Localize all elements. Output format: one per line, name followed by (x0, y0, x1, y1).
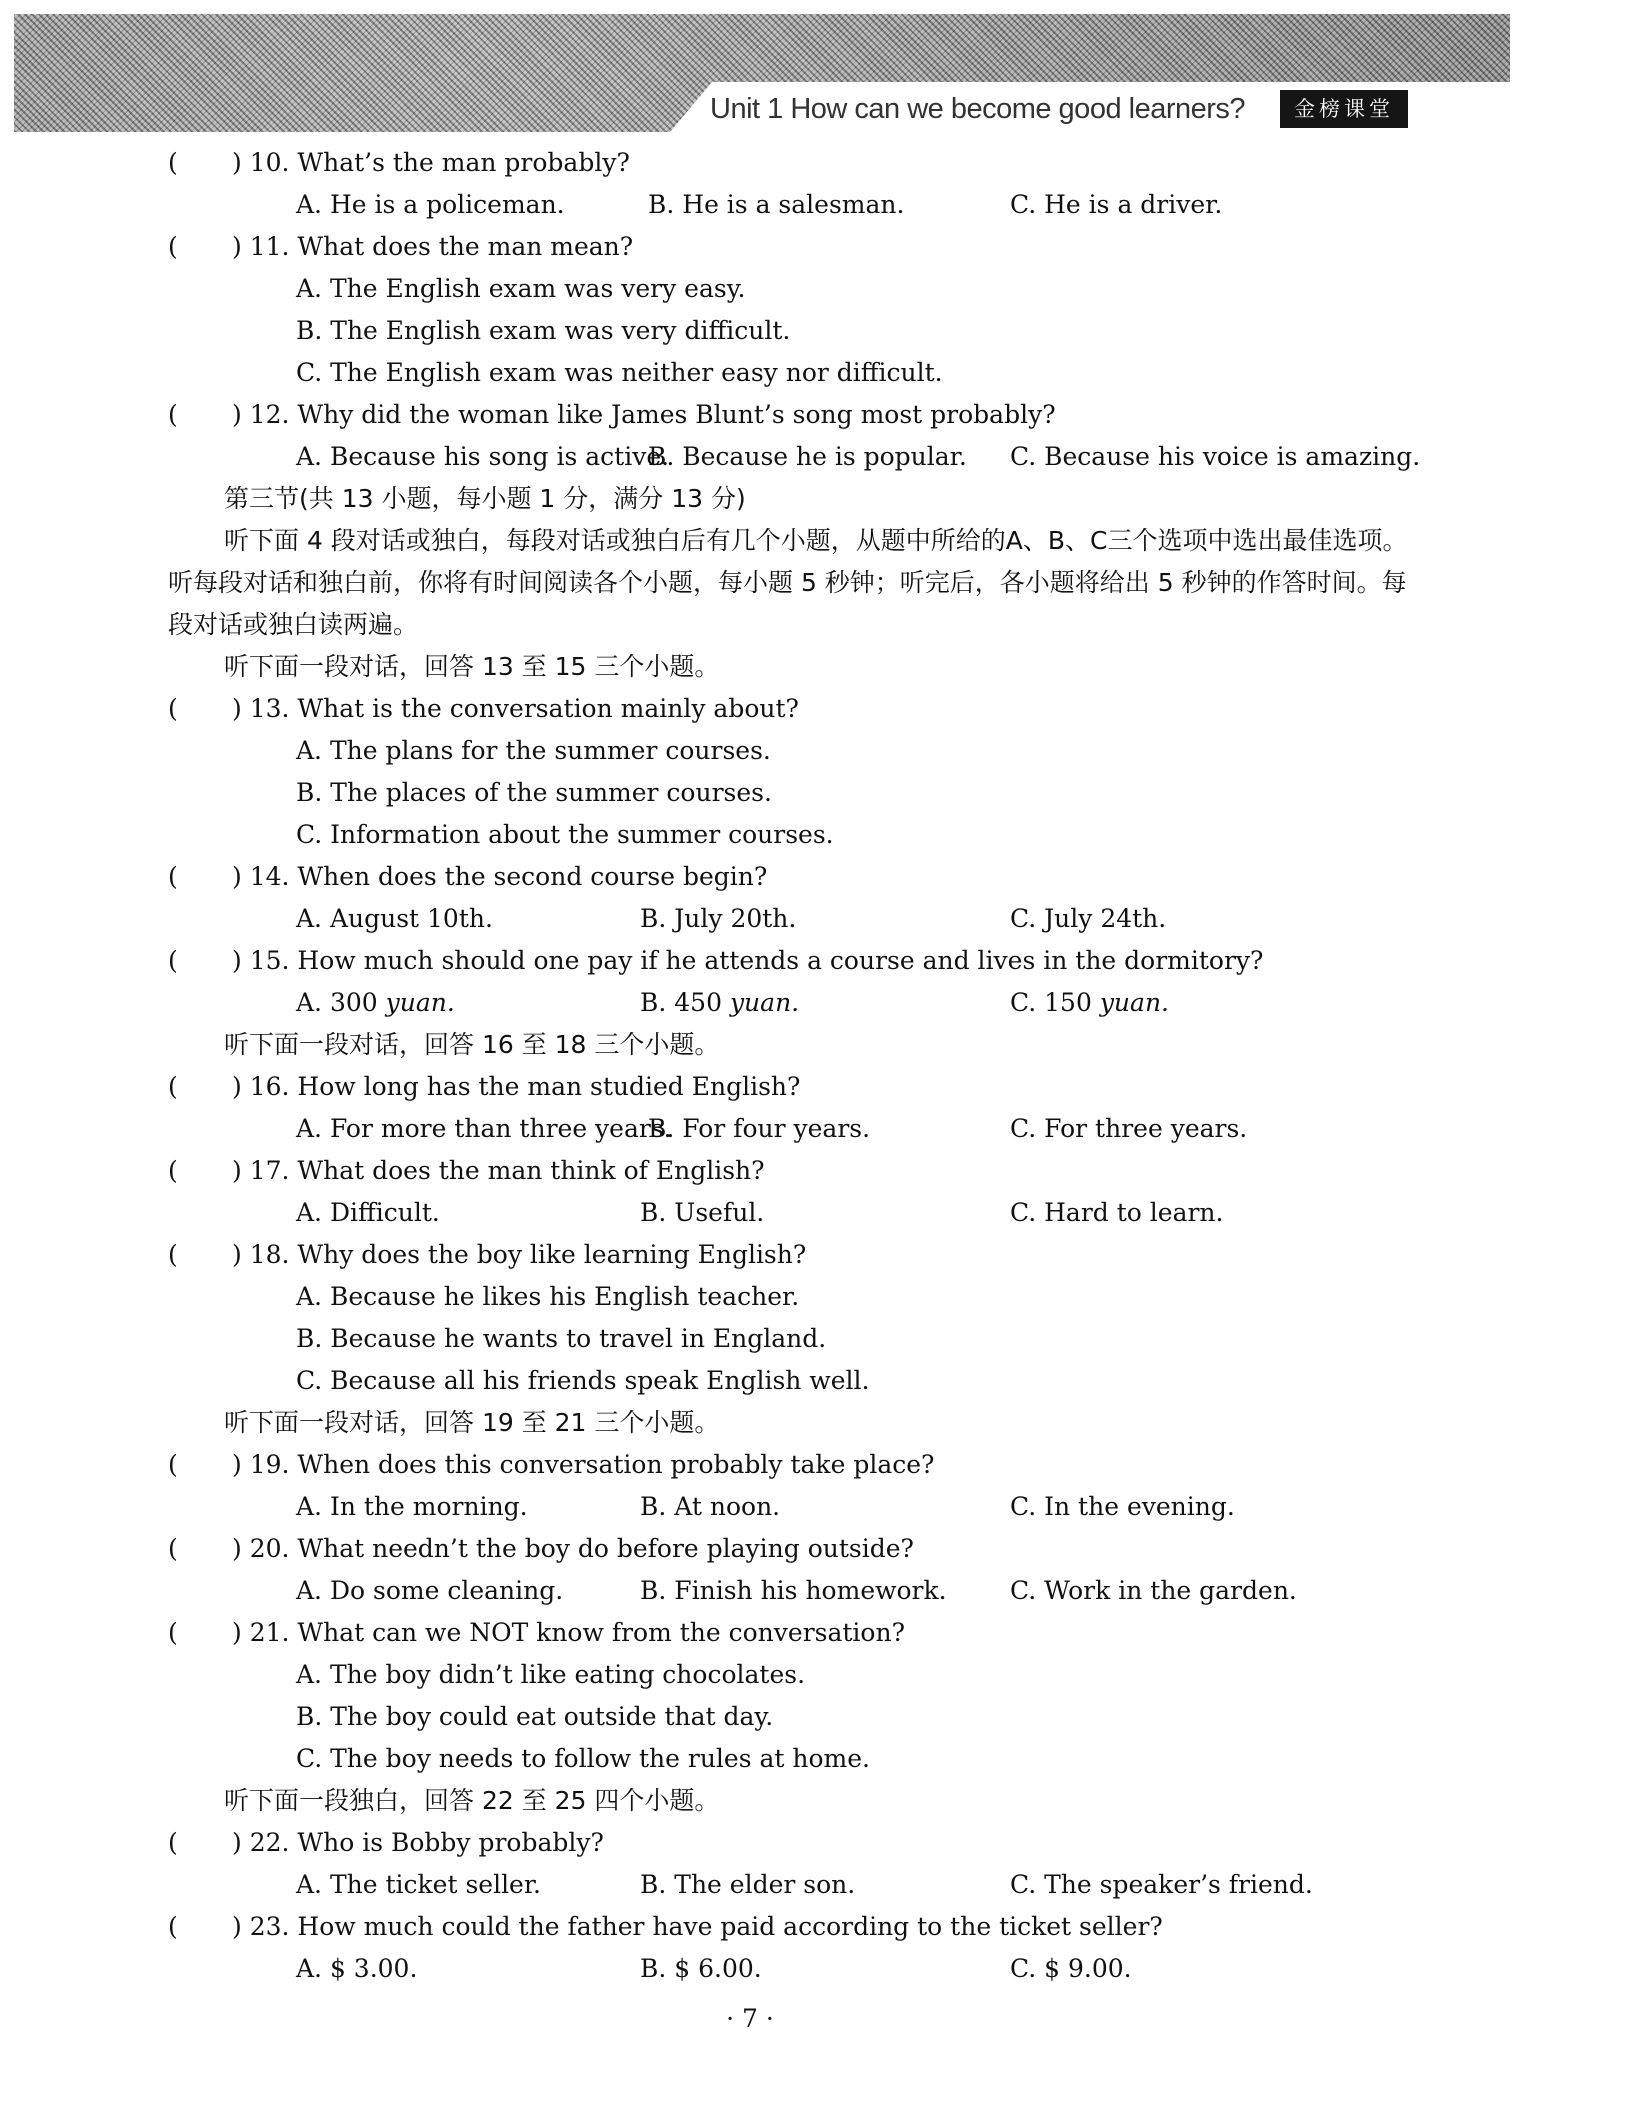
question-text: ) 14. When does the second course begin? (232, 862, 768, 891)
option-c: C. Because all his friends speak English well. (296, 1366, 870, 1395)
option-a: A. Because he likes his English teacher. (296, 1282, 800, 1311)
question-20 (0, 1528, 1632, 1570)
options-20 (0, 1570, 1632, 1612)
option-a-amount: A. 300 (296, 988, 378, 1017)
answer-blank[interactable]: ( (168, 862, 178, 891)
question-text: ) 19. When does this conversation probably take place? (232, 1450, 935, 1479)
question-17 (0, 1150, 1632, 1192)
answer-blank[interactable]: ( (168, 1072, 178, 1101)
option-c: C. He is a driver. (1010, 190, 1223, 219)
option-b: B. The elder son. (640, 1870, 856, 1899)
option-b: B. July 20th. (640, 904, 797, 933)
answer-blank[interactable]: ( (168, 1912, 178, 1941)
option-b-amount: B. 450 (640, 988, 722, 1017)
option-a: A. August 10th. (296, 904, 493, 933)
option-a-row (0, 1654, 1632, 1696)
option-c: C. The speaker’s friend. (1010, 1870, 1313, 1899)
options-19 (0, 1486, 1632, 1528)
option-c-row (0, 1738, 1632, 1780)
option-c: C. Hard to learn. (1010, 1198, 1224, 1227)
answer-blank[interactable]: ( (168, 1156, 178, 1185)
options-10 (0, 184, 1632, 226)
question-text: ) 22. Who is Bobby probably? (232, 1828, 604, 1857)
option-a-row (0, 1276, 1632, 1318)
question-text: ) 10. What’s the man probably? (232, 148, 630, 177)
question-14 (0, 856, 1632, 898)
group-intro-2: 听下面一段对话，回答 16 至 18 三个小题。 (224, 1030, 720, 1059)
answer-blank[interactable]: ( (168, 1240, 178, 1269)
question-text: ) 15. How much should one pay if he attends a course and lives in the dormitory? (232, 946, 1264, 975)
options-12 (0, 436, 1632, 478)
option-c: C. Because his voice is amazing. (1010, 442, 1421, 471)
option-a: A. The ticket seller. (296, 1870, 542, 1899)
option-b: B. The boy could eat outside that day. (296, 1702, 774, 1731)
option-c-amount: C. 150 (1010, 988, 1092, 1017)
question-text: ) 16. How long has the man studied English? (232, 1072, 801, 1101)
option-c-row (0, 352, 1632, 394)
option-b: B. Useful. (640, 1198, 765, 1227)
options-23 (0, 1948, 1632, 1990)
answer-blank[interactable]: ( (168, 1450, 178, 1479)
option-a: A. The plans for the summer courses. (296, 736, 771, 765)
option-a-row (0, 268, 1632, 310)
group-intro-1: 听下面一段对话，回答 13 至 15 三个小题。 (224, 652, 720, 681)
question-15 (0, 940, 1632, 982)
option-a: A. He is a policeman. (296, 190, 565, 219)
option-c: C. Information about the summer courses. (296, 820, 834, 849)
option-c: C. In the evening. (1010, 1492, 1235, 1521)
answer-blank[interactable]: ( (168, 148, 178, 177)
option-b-row (0, 772, 1632, 814)
options-17 (0, 1192, 1632, 1234)
question-text: ) 21. What can we NOT know from the conversation? (232, 1618, 905, 1647)
answer-blank[interactable]: ( (168, 1534, 178, 1563)
option-a (296, 982, 455, 1024)
option-a: A. Do some cleaning. (296, 1576, 564, 1605)
option-b: B. At noon. (640, 1492, 781, 1521)
question-10 (0, 142, 1632, 184)
option-a: A. Difficult. (296, 1198, 440, 1227)
option-c: C. July 24th. (1010, 904, 1167, 933)
section-instructions: 听下面 4 段对话或独白，每段对话或独白后有几个小题，从题中所给的A、B、C三个选项中选出最佳选项。听每段对话和独白前，你将有时间阅读各个小题，每小题 5 秒钟；听完后，各小题将给出 5 秒钟的作答时间。每段对话或独白读两遍。 (168, 526, 1408, 639)
question-text: ) 11. What does the man mean? (232, 232, 634, 261)
series-badge: 金榜课堂 (1280, 90, 1408, 128)
answer-blank[interactable]: ( (168, 1618, 178, 1647)
option-a: A. For more than three years. (296, 1114, 672, 1143)
option-b-row (0, 310, 1632, 352)
question-text: ) 23. How much could the father have paid according to the ticket seller? (232, 1912, 1163, 1941)
option-c (1010, 982, 1169, 1024)
question-text: ) 13. What is the conversation mainly about? (232, 694, 799, 723)
option-a: A. Because his song is active. (296, 442, 670, 471)
option-a: A. $ 3.00. (296, 1954, 418, 1983)
answer-blank[interactable]: ( (168, 1828, 178, 1857)
worksheet-content (0, 142, 1632, 2042)
unit-title: Unit 1 How can we become good learners? (710, 93, 1246, 125)
option-c: C. The boy needs to follow the rules at home. (296, 1744, 870, 1773)
option-b: B. The places of the summer courses. (296, 778, 772, 807)
group-intro-4: 听下面一段独白，回答 22 至 25 四个小题。 (224, 1786, 720, 1815)
option-b: B. Because he is popular. (648, 442, 967, 471)
option-b: B. Finish his homework. (640, 1576, 947, 1605)
answer-blank[interactable]: ( (168, 946, 178, 975)
option-c: C. For three years. (1010, 1114, 1248, 1143)
option-c: C. The English exam was neither easy nor difficult. (296, 358, 943, 387)
option-c: C. Work in the garden. (1010, 1576, 1297, 1605)
question-23 (0, 1906, 1632, 1948)
options-15 (0, 982, 1632, 1024)
option-b: B. The English exam was very difficult. (296, 316, 791, 345)
option-b-row (0, 1318, 1632, 1360)
option-b: B. He is a salesman. (648, 190, 905, 219)
group-intro-3: 听下面一段对话，回答 19 至 21 三个小题。 (224, 1408, 720, 1437)
option-a-unit: yuan. (385, 988, 455, 1017)
option-c-unit: yuan. (1099, 988, 1169, 1017)
option-c: C. $ 9.00. (1010, 1954, 1132, 1983)
options-14 (0, 898, 1632, 940)
question-text: ) 18. Why does the boy like learning English? (232, 1240, 807, 1269)
page-number: · 7 · (726, 2004, 774, 2033)
option-a: A. The English exam was very easy. (296, 274, 746, 303)
option-b (640, 982, 799, 1024)
question-text: ) 20. What needn’t the boy do before playing outside? (232, 1534, 914, 1563)
question-22 (0, 1822, 1632, 1864)
answer-blank[interactable]: ( (168, 400, 178, 429)
option-c-row (0, 814, 1632, 856)
option-b: B. For four years. (648, 1114, 871, 1143)
question-text: ) 12. Why did the woman like James Blunt’s song most probably? (232, 400, 1056, 429)
question-11 (0, 226, 1632, 268)
option-b: B. $ 6.00. (640, 1954, 762, 1983)
option-b-unit: yuan. (729, 988, 800, 1017)
option-c-row (0, 1360, 1632, 1402)
options-22 (0, 1864, 1632, 1906)
option-a-row (0, 730, 1632, 772)
answer-blank[interactable]: ( (168, 232, 178, 261)
options-16 (0, 1108, 1632, 1150)
answer-blank[interactable]: ( (168, 694, 178, 723)
question-13 (0, 688, 1632, 730)
option-a: A. The boy didn’t like eating chocolates. (296, 1660, 806, 1689)
section-title: 第三节(共 13 小题，每小题 1 分，满分 13 分) (224, 484, 746, 513)
question-text: ) 17. What does the man think of English? (232, 1156, 765, 1185)
question-12 (0, 394, 1632, 436)
question-19 (0, 1444, 1632, 1486)
option-a: A. In the morning. (296, 1492, 528, 1521)
option-b-row (0, 1696, 1632, 1738)
option-b: B. Because he wants to travel in England. (296, 1324, 827, 1353)
question-16 (0, 1066, 1632, 1108)
question-21 (0, 1612, 1632, 1654)
question-18 (0, 1234, 1632, 1276)
